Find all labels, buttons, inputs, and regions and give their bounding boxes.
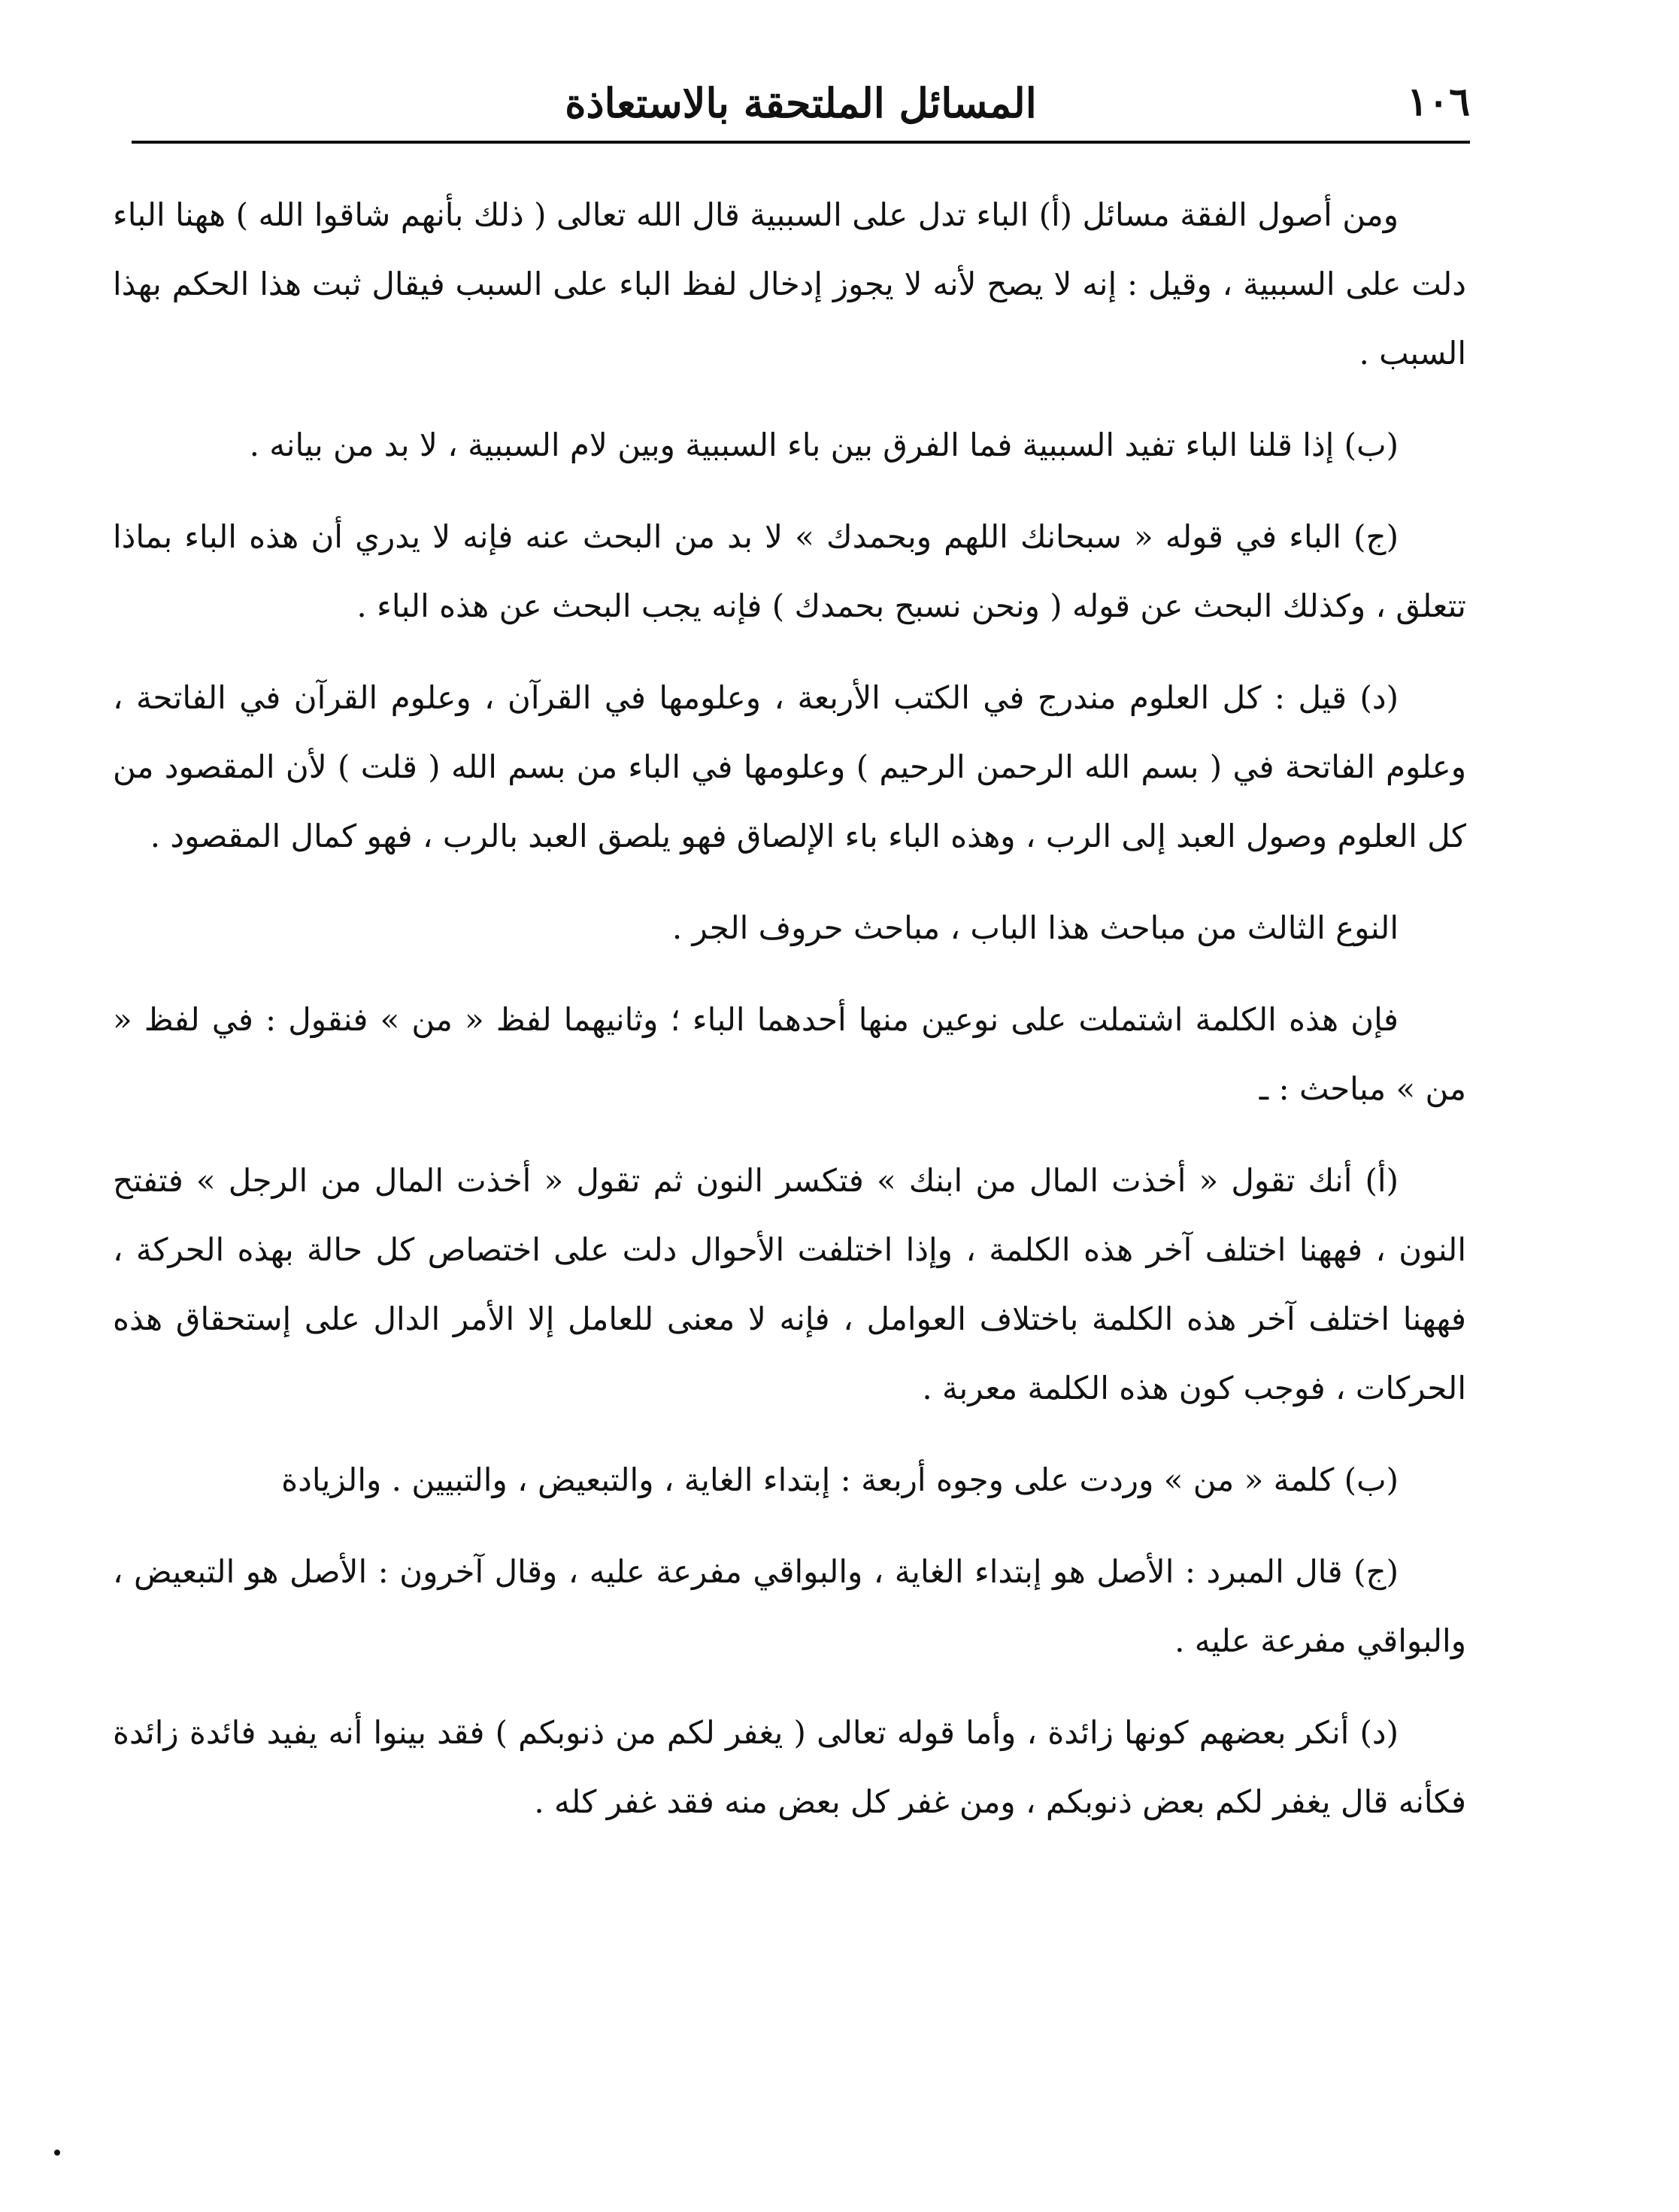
body-text [113, 181, 1466, 1859]
paragraph-b: (ب) إذا قلنا الباء تفيد السببية فما الفرق بين باء السببية وبين لام السببية ، لا بد من بيانه . [249, 426, 1399, 463]
paragraph-min-b: (ب) كلمة « من » وردت على وجوه أربعة : إبتداء الغاية ، والتبعيض ، والتبيين . والزيادة [281, 1461, 1399, 1498]
header-rule [132, 141, 1470, 144]
paragraph-third-type: النوع الثالث من مباحث هذا الباب ، مباحث حروف الجر . [671, 909, 1399, 946]
paragraph-min-c: (ج) قال المبرد : الأصل هو إبتداء الغاية ، والبواقي مفرعة عليه ، وقال آخرون : الأصل هو التبعيض ، والبواقي مفرعة عليه . [113, 1553, 1466, 1659]
running-title: المسائل الملتحقة بالاستعاذة [565, 79, 1037, 127]
page-number: ١٠٦ [1407, 79, 1470, 125]
paragraph-c: (ج) الباء في قوله « سبحانك اللهم وبحمدك » لا بد من البحث عنه فإنه لا يدري أن هذه الباء بماذا تتعلق ، وكذلك البحث عن قوله ( ونحن نسبح بحمدك ) فإنه يجب البحث عن هذه الباء . [113, 518, 1466, 624]
scan-speck [54, 2150, 60, 2156]
paragraph-min-intro: فإن هذه الكلمة اشتملت على نوعين منها أحدهما الباء ؛ وثانيهما لفظ « من » فنقول : في لفظ « من » مباحث : ـ [113, 1001, 1466, 1107]
paragraph-min-d: (د) أنكر بعضهم كونها زائدة ، وأما قوله تعالى ( يغفر لكم من ذنوبكم ) فقد بينوا أنه يفيد فائدة زائدة فكأنه قال يغفر لكم بعض ذنوبكم ، ومن غفر كل بعض منه فقد غفر كله . [113, 1714, 1466, 1820]
paragraph-d: (د) قيل : كل العلوم مندرج في الكتب الأربعة ، وعلومها في القرآن ، وعلوم القرآن في الفاتحة ، وعلوم الفاتحة في ( بسم الله الرحمن الرحيم ) وعلومها في الباء من بسم الله ( قلت ) لأن المقصود من كل العلوم وصول العبد إلى الرب ، وهذه الباء باء الإلصاق فهو يلصق العبد بالرب ، فهو كمال المقصود . [113, 679, 1466, 854]
paragraph-intro: ومن أصول الفقة مسائل (أ) الباء تدل على السببية قال الله تعالى ( ذلك بأنهم شاقوا الله ) ههنا الباء دلت على السببية ، وقيل : إنه لا يصح لأنه لا يجوز إدخال لفظ الباء على السبب فيقال ثبت هذا الحكم بهذا السبب . [113, 196, 1466, 372]
page-header [132, 71, 1470, 147]
paragraph-min-a: (أ) أنك تقول « أخذت المال من ابنك » فتكسر النون ثم تقول « أخذت المال من الرجل » فتفتح النون ، فههنا اختلف آخر هذه الكلمة ، وإذا اختلفت الأحوال دلت على اختصاص كل حالة بهذه الحركة ، فههنا اختلف آخر هذه الكلمة باختلاف العوامل ، فإنه لا معنى للعامل إلا الأمر الدال على إستحقاق هذه الحركات ، فوجب كون هذه الكلمة معربة . [113, 1162, 1466, 1406]
